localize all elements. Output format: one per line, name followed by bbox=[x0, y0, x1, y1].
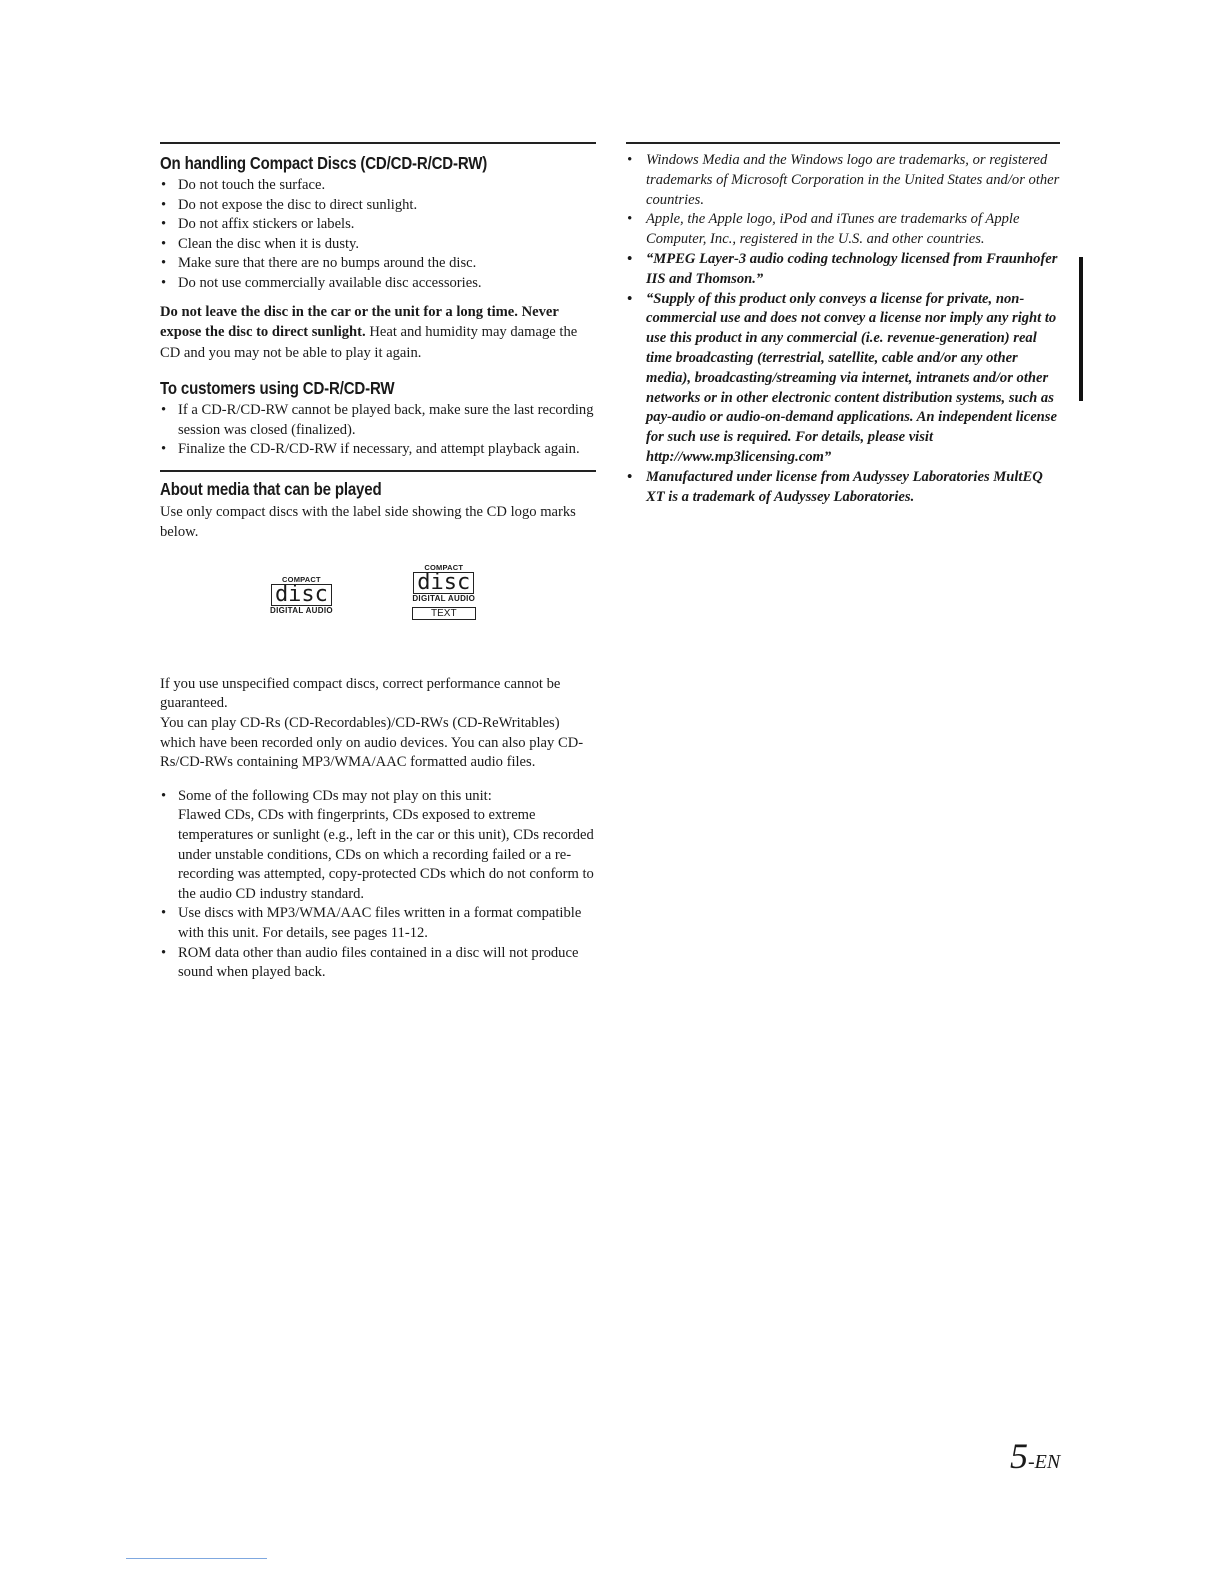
section-divider bbox=[160, 142, 596, 144]
compact-disc-logo bbox=[270, 575, 333, 615]
list-item: • Clean the disc when it is dusty. bbox=[160, 235, 596, 255]
section-heading-media: About media that can be played bbox=[160, 478, 382, 499]
cdr-playback-note: You can play CD-Rs (CD-Recordables)/CD-RWs (CD-ReWritables) which have been recorded only on audio devices. You can also play CD-Rs/CD-RWs containing MP3/WMA/AAC formatted audio files. bbox=[160, 715, 584, 771]
margin-change-bar bbox=[1079, 257, 1083, 401]
list-item: • Do not expose the disc to direct sunlight. bbox=[160, 196, 596, 216]
list-item bbox=[160, 787, 596, 905]
warning-bold-text: Do not leave the disc in the car or the unit for a long time. Never expose the disc to direct sunlight. bbox=[160, 303, 559, 341]
bottom-edge-line bbox=[126, 1558, 267, 1559]
list-item-text: Some of the following CDs may not play on this unit: bbox=[178, 787, 492, 804]
cd-logo-row bbox=[160, 563, 596, 659]
logo-disc-text: disc bbox=[271, 584, 332, 606]
unspecified-discs-note: If you use unspecified compact discs, correct performance cannot be guaranteed. bbox=[160, 675, 561, 712]
logo-digital-audio-text: DIGITAL AUDIO bbox=[270, 605, 333, 615]
logo-text-label: TEXT bbox=[412, 607, 476, 620]
trademark-item: • Manufactured under license from Audyssey Laboratories MultEQ XT is a trademark of Audyssey Laboratories. bbox=[626, 468, 1060, 508]
list-item: • ROM data other than audio files contained in a disc will not produce sound when played back. bbox=[160, 944, 596, 983]
list-item: • Do not affix stickers or labels. bbox=[160, 215, 596, 235]
list-item: • Use discs with MP3/WMA/AAC files written in a format compatible with this unit. For details, see pages 11-12. bbox=[160, 904, 596, 943]
list-item: • If a CD-R/CD-RW cannot be played back, make sure the last recording session was closed (finalized). bbox=[160, 401, 596, 440]
page-number-digit: 5 bbox=[1010, 1436, 1028, 1476]
section-heading-cdr: To customers using CD-R/CD-RW bbox=[160, 378, 395, 399]
handling-list bbox=[160, 176, 596, 294]
logo-disc-text: disc bbox=[413, 572, 474, 594]
section-heading-handling: On handling Compact Discs (CD/CD-R/CD-RW) bbox=[160, 153, 488, 173]
media-list bbox=[160, 787, 596, 983]
list-item-detail: Flawed CDs, CDs with fingerprints, CDs exposed to extreme temperatures or sunlight (e.g., left in the car or this unit), CDs recorded under unstable conditions, CDs on which a recording failed or a re-recording was attempted, copy-protected CDs which do not conform to the audio CD industry standard. bbox=[178, 807, 594, 902]
trademark-list bbox=[626, 151, 1060, 507]
handling-warning bbox=[160, 302, 596, 364]
page-number bbox=[1010, 1435, 1060, 1477]
left-column bbox=[160, 142, 596, 983]
page-number-suffix: -EN bbox=[1028, 1451, 1061, 1473]
right-column bbox=[626, 142, 1060, 507]
list-item: • Make sure that there are no bumps around the disc. bbox=[160, 254, 596, 274]
compact-disc-text-logo bbox=[412, 563, 476, 621]
media-intro: Use only compact discs with the label side showing the CD logo marks below. bbox=[160, 503, 576, 541]
section-divider bbox=[626, 142, 1060, 144]
trademark-item: • “MPEG Layer-3 audio coding technology licensed from Fraunhofer IIS and Thomson.” bbox=[626, 250, 1060, 290]
list-item: • Do not use commercially available disc accessories. bbox=[160, 274, 596, 294]
warning-text: Heat and humidity may damage the CD and you may not be able to play it again. bbox=[160, 324, 578, 361]
trademark-item: • Windows Media and the Windows logo are trademarks, or registered trademarks of Microsoft Corporation in the United States and/or other countries. bbox=[626, 151, 1060, 210]
logo-compact-text: COMPACT bbox=[282, 574, 321, 584]
cdr-list bbox=[160, 401, 596, 460]
list-item: • Finalize the CD-R/CD-RW if necessary, and attempt playback again. bbox=[160, 440, 596, 460]
list-item: • Do not touch the surface. bbox=[160, 176, 596, 196]
logo-compact-text: COMPACT bbox=[424, 562, 464, 572]
trademark-item: • “Supply of this product only conveys a license for private, non-commercial use and does not convey a license nor imply any right to use this product in any commercial (i.e. revenue-generation) real time broadcasting (terrestrial, satellite, cable and/or any other media), broadcasting/streaming via internet, intranets and/or other networks or in other electronic content distribution systems, such as pay-audio or audio-on-demand applications. An independent license for such use is required. For details, please visit http://www.mp3licensing.com” bbox=[626, 290, 1060, 468]
section-divider bbox=[160, 470, 596, 472]
trademark-item: • Apple, the Apple logo, iPod and iTunes are trademarks of Apple Computer, Inc., registered in the U.S. and other countries. bbox=[626, 210, 1060, 250]
logo-digital-audio-text: DIGITAL AUDIO bbox=[412, 593, 476, 603]
